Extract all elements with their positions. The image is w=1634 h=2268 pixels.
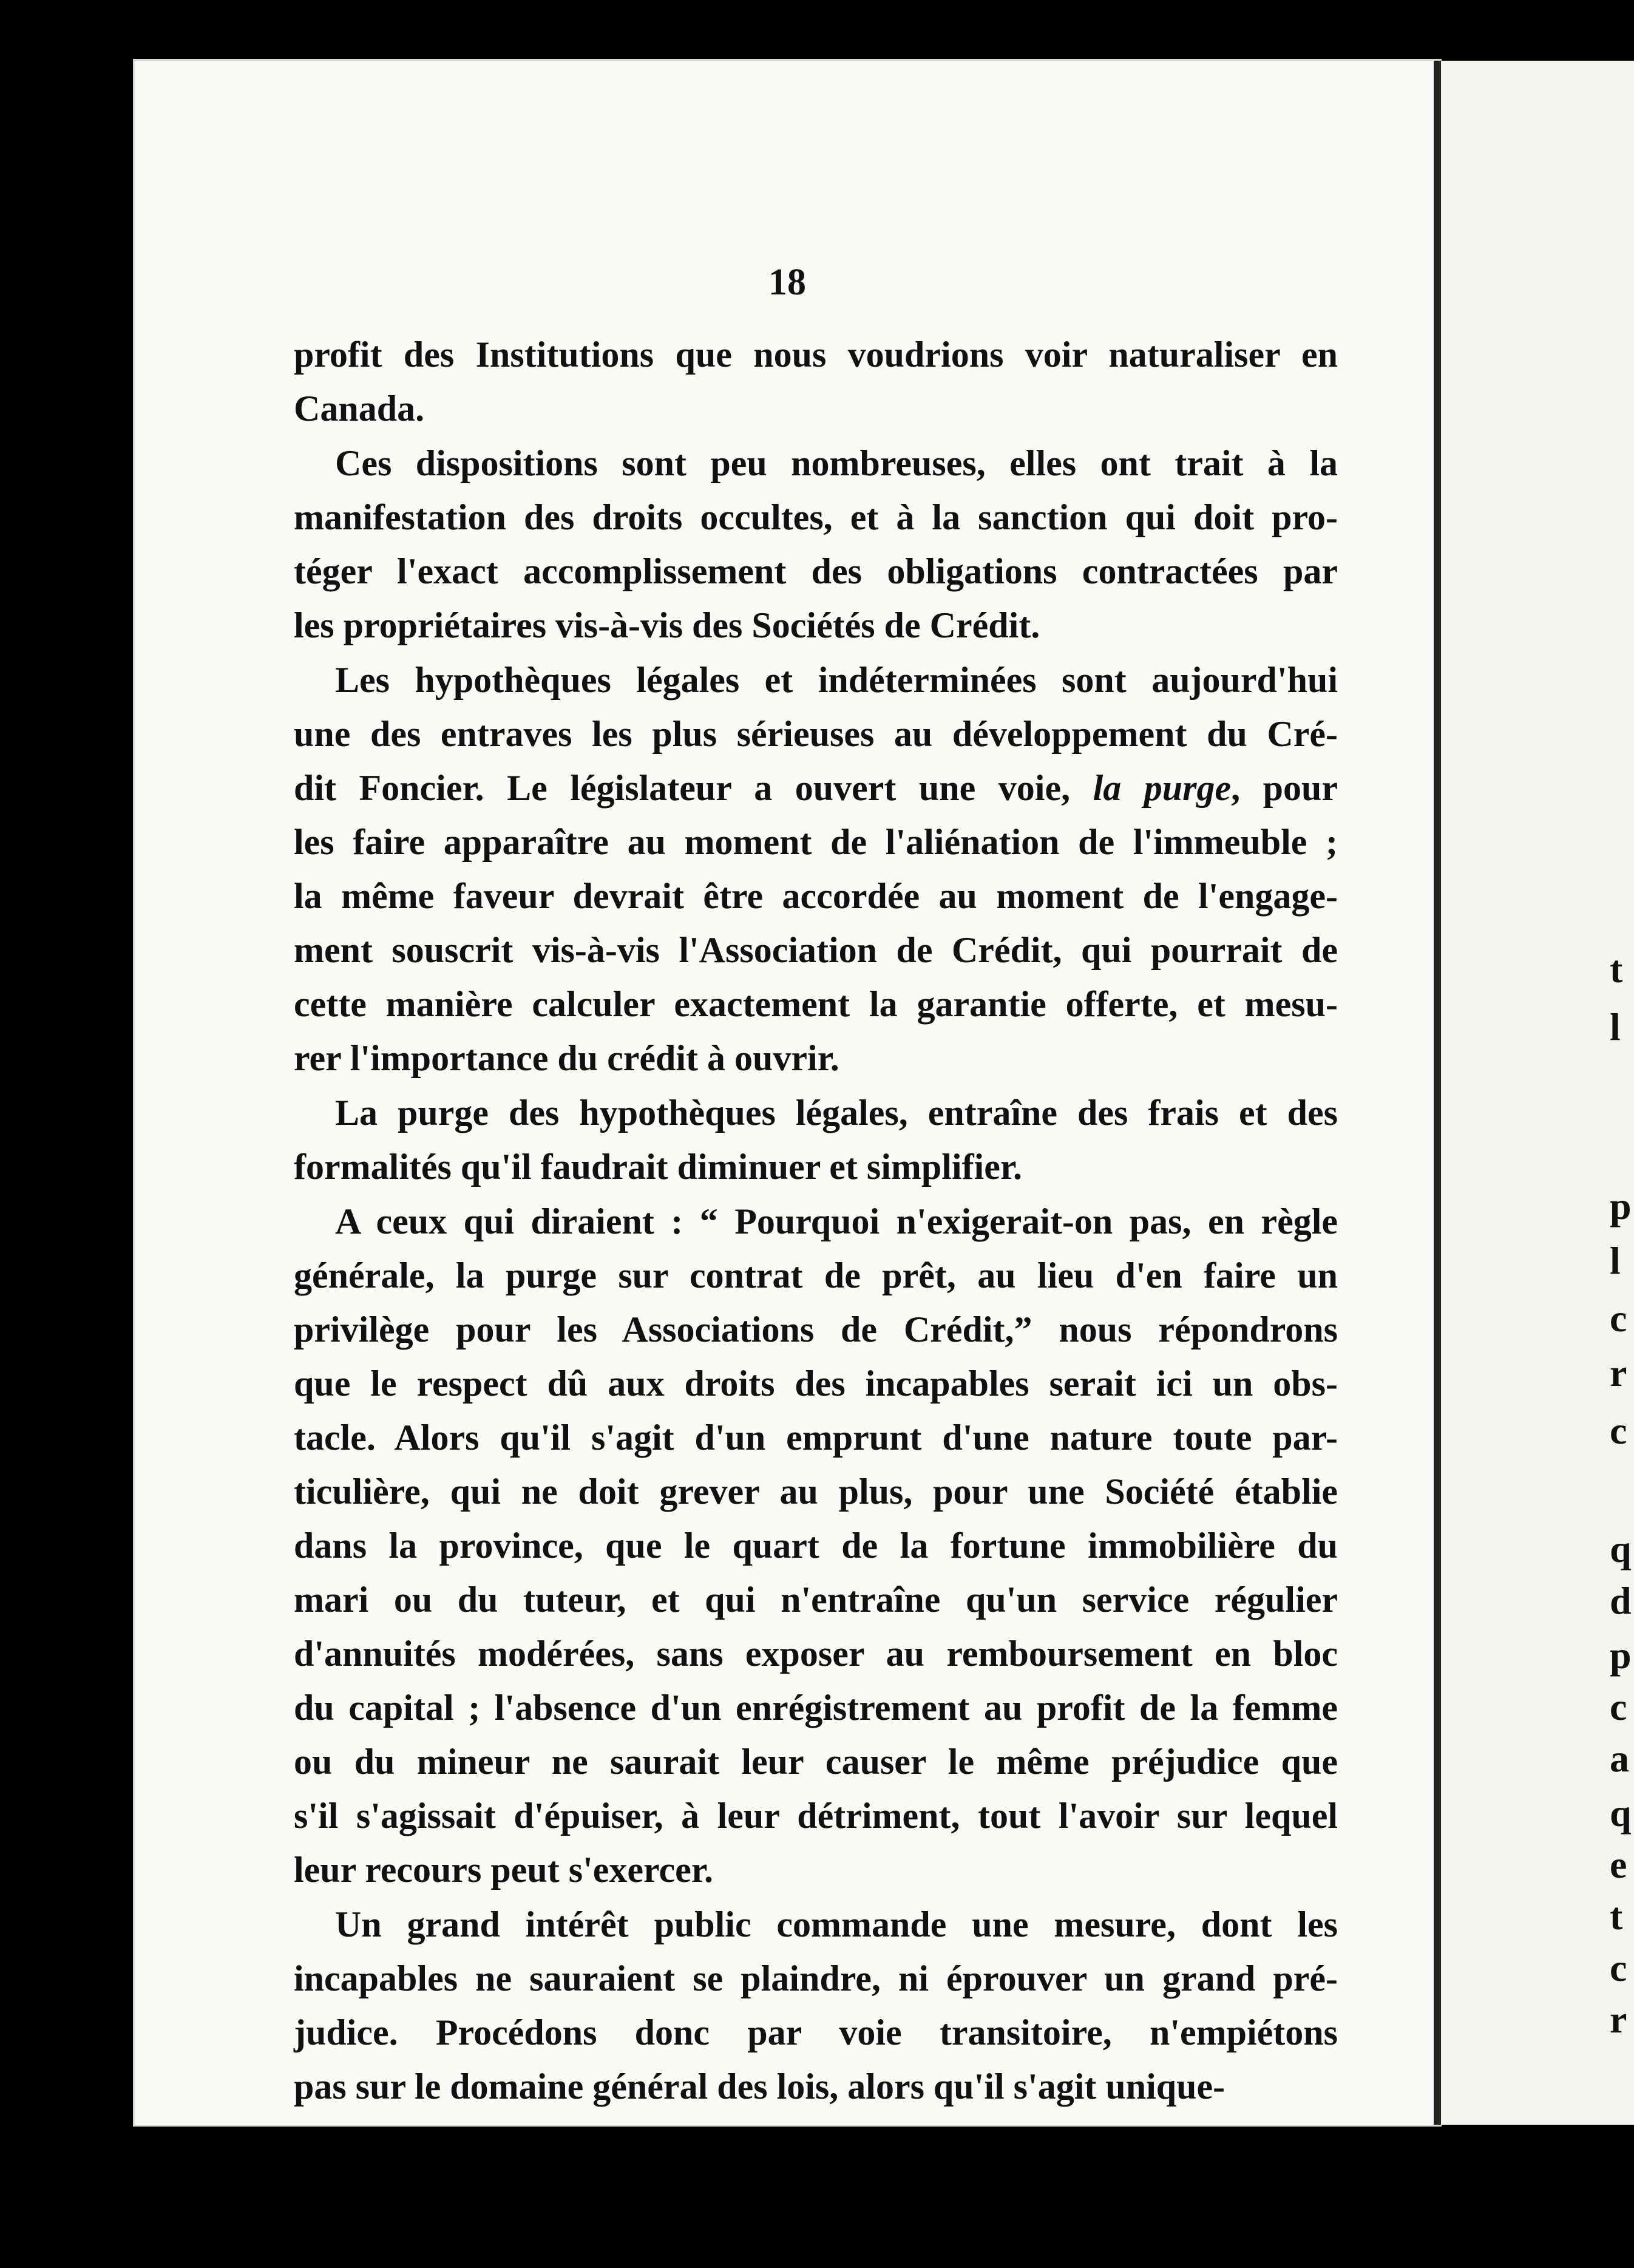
next-page-letter: q — [1610, 1791, 1632, 1835]
text-line: A ceux qui diraient : “ Pourquoi n'exigerait-on pas, en règle — [335, 1201, 1338, 1241]
text-line: cette manière calculer exactement la garantie offerte, et mesu- — [294, 984, 1338, 1024]
text-line: incapables ne sauraient se plaindre, ni éprouver un grand pré- — [294, 1958, 1338, 1998]
next-page-letter: p — [1610, 1184, 1632, 1227]
body-text — [294, 328, 1338, 2114]
paragraph — [294, 653, 1338, 1085]
text-line: judice. Procédons donc par voie transitoire, n'empiétons — [294, 2012, 1338, 2052]
text-line: Ces dispositions sont peu nombreuses, elles ont trait à la — [335, 443, 1338, 483]
paragraph — [294, 436, 1338, 653]
next-page-letter: l — [1610, 1005, 1621, 1048]
next-page-letter: c — [1610, 1685, 1627, 1728]
text-line: générale, la purge sur contrat de prêt, au lieu d'en faire un — [294, 1255, 1338, 1295]
text-line: dans la province, que le quart de la fortune immobilière du — [294, 1526, 1338, 1566]
text-line: Canada. — [294, 389, 425, 429]
book-page — [135, 61, 1440, 2125]
next-page-edge — [1441, 61, 1634, 2125]
text-fragment: , pour — [1231, 768, 1338, 808]
text-line: mari ou du tuteur, et qui n'entraîne qu'un service régulier — [294, 1580, 1338, 1620]
next-page-letter: e — [1610, 1843, 1627, 1886]
text-line: pas sur le domaine général des lois, alors qu'il s'agit unique- — [294, 2066, 1226, 2107]
next-page-letter: c — [1610, 1297, 1627, 1340]
text-line: manifestation des droits occultes, et à la sanction qui doit pro- — [294, 497, 1338, 537]
paragraph — [294, 1086, 1338, 1194]
text-line: tacle. Alors qu'il s'agit d'un emprunt d'une nature toute par- — [294, 1418, 1338, 1458]
next-page-letter: q — [1610, 1527, 1632, 1570]
text-line: rer l'importance du crédit à ouvrir. — [294, 1038, 839, 1078]
text-line: s'il s'agissait d'épuiser, à leur détriment, tout l'avoir sur lequel — [294, 1796, 1338, 1836]
text-line: Un grand intérêt public commande une mesure, dont les — [335, 1904, 1338, 1944]
emphasis-text: la purge — [1093, 768, 1232, 808]
paragraph — [294, 1195, 1338, 1897]
text-line: ment souscrit vis-à-vis l'Association de Crédit, qui pourrait de — [294, 930, 1338, 970]
text-line: téger l'exact accomplissement des obligations contractées par — [294, 551, 1338, 591]
text-line: la même faveur devrait être accordée au moment de l'engage- — [294, 876, 1338, 916]
text-line: privilège pour les Associations de Crédit,” nous répondrons — [294, 1309, 1338, 1350]
next-page-letter: t — [1610, 948, 1623, 991]
next-page-letter: l — [1610, 1239, 1621, 1282]
text-line: formalités qu'il faudrait diminuer et simplifier. — [294, 1147, 1022, 1187]
text-line: leur recours peut s'exercer. — [294, 1850, 713, 1890]
text-line: La purge des hypothèques légales, entraîne des frais et des — [335, 1093, 1338, 1133]
next-page-letter: a — [1610, 1737, 1629, 1780]
text-line: profit des Institutions que nous voudrions voir naturaliser en — [294, 334, 1338, 375]
next-page-letter: t — [1610, 1895, 1623, 1938]
next-page-letter: c — [1610, 1946, 1627, 1989]
book-gutter — [1434, 61, 1441, 2125]
next-page-letter: c — [1610, 1409, 1627, 1452]
text-line: une des entraves les plus sérieuses au développement du Cré- — [294, 714, 1338, 754]
paragraph — [294, 1898, 1338, 2114]
text-line: que le respect dû aux droits des incapables serait ici un obs- — [294, 1363, 1338, 1404]
page-number: 18 — [768, 262, 806, 303]
text-line: Les hypothèques légales et indéterminées sont aujourd'hui — [335, 660, 1338, 700]
text-line: les propriétaires vis-à-vis des Sociétés de Crédit. — [294, 605, 1040, 645]
text-line: ou du mineur ne saurait leur causer le même préjudice que — [294, 1742, 1338, 1782]
text-line: dit Foncier. Le législateur a ouvert une voie, la purge, pour — [294, 768, 1338, 808]
paragraph — [294, 328, 1338, 436]
text-line: les faire apparaître au moment de l'aliénation de l'immeuble ; — [294, 822, 1338, 862]
next-page-letter: r — [1610, 1998, 1627, 2041]
text-line: ticulière, qui ne doit grever au plus, pour une Société établie — [294, 1472, 1338, 1512]
text-line: du capital ; l'absence d'un enrégistrement au profit de la femme — [294, 1688, 1338, 1728]
next-page-letter: r — [1610, 1351, 1627, 1394]
next-page-letter: p — [1610, 1634, 1632, 1677]
text-line: d'annuités modérées, sans exposer au remboursement en bloc — [294, 1634, 1338, 1674]
next-page-letter: d — [1610, 1579, 1632, 1622]
